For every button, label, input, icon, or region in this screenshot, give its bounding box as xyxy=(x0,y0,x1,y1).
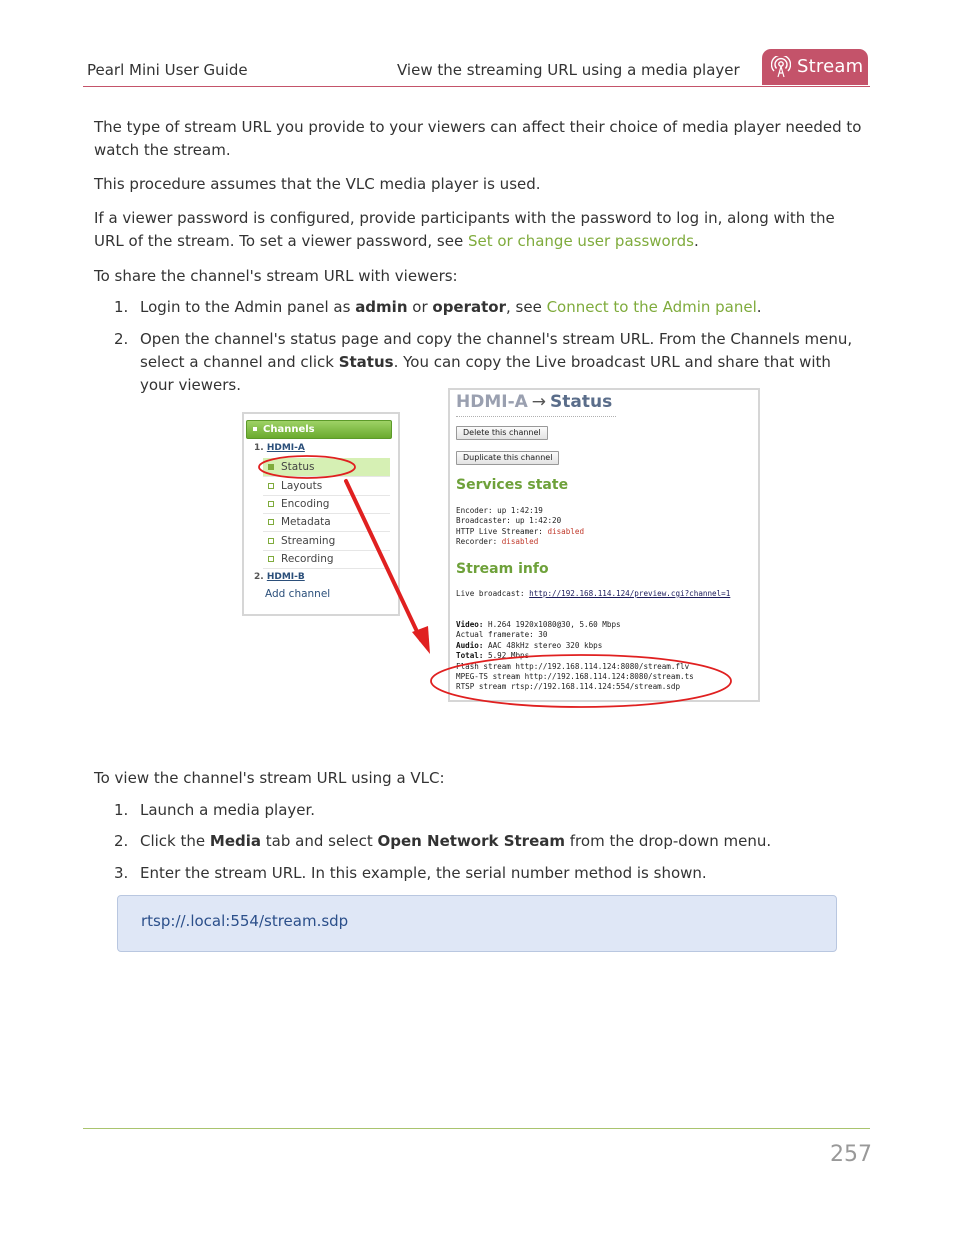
flash-stream-url: Flash stream http://192.168.114.124:8080/stream.flv xyxy=(456,661,690,671)
annotation-arrow-shaft xyxy=(346,481,421,640)
live-broadcast-row: Live broadcast: http://192.168.114.124/preview.cgi?channel=1 xyxy=(456,589,731,598)
service-row: Broadcaster: up 1:42:20 xyxy=(456,516,562,526)
share-intro: To share the channel's stream URL with viewers: xyxy=(94,267,458,285)
stream-details: Video: H.264 1920x1080@30, 5.60 Mbps Actual framerate: 30 Audio: AAC 48kHz stereo 320 kbps Total: 5.92 Mbps Flash stream http://192.168.114.124:8080/stream.flv MPEG-TS stream http://192.168.114.124:8080/stream.ts RTSP stream rtsp://192.168.114.124:554/stream.sdp xyxy=(456,620,694,692)
channels-header: Channels xyxy=(246,420,392,439)
rtsp-stream-url: RTSP stream rtsp://192.168.114.124:554/stream.sdp xyxy=(456,682,681,692)
list-item xyxy=(94,862,864,885)
step-number: 1. xyxy=(114,801,129,819)
status-page-title: HDMI-A → Status xyxy=(456,392,613,412)
set-passwords-link[interactable]: Set or change user passwords xyxy=(467,232,694,250)
step-text: Launch a media player. xyxy=(140,801,316,819)
footer-divider xyxy=(83,1128,870,1129)
step-text: Enter the stream URL. In this example, the serial number method is shown. xyxy=(140,864,707,882)
intro-paragraph-2: This procedure assumes that the VLC media player is used. xyxy=(94,175,541,193)
step-number: 2. xyxy=(114,832,129,850)
step-text: Click the Media tab and select Open Network Stream from the drop-down menu. xyxy=(140,832,772,850)
step-number: 1. xyxy=(114,298,129,316)
step-number: 2. xyxy=(114,330,129,348)
step-text: Open the channel's status page and copy the channel's stream URL. From the Channels menu, select a channel and click Status. You can copy the Live broadcast URL and share that with your viewers. xyxy=(140,330,853,394)
section-title: View the streaming URL using a media player xyxy=(397,61,740,79)
channel-item-status[interactable]: Status xyxy=(263,458,390,477)
mpegts-stream-url: MPEG-TS stream http://192.168.114.124:8080/stream.ts xyxy=(456,672,694,682)
channel-item-encoding[interactable]: Encoding xyxy=(263,495,390,514)
step-number: 3. xyxy=(114,864,129,882)
delete-channel-button[interactable]: Delete this channel xyxy=(456,426,548,440)
duplicate-channel-button[interactable]: Duplicate this channel xyxy=(456,451,559,465)
view-intro: To view the channel's stream URL using a VLC: xyxy=(94,769,445,787)
service-row: Encoder: up 1:42:19 xyxy=(456,506,543,515)
stream-url-example[interactable]: rtsp://.local:554/stream.sdp xyxy=(141,912,349,930)
live-broadcast-link[interactable]: http://192.168.114.124/preview.cgi?channel=1 xyxy=(529,589,731,598)
channel-item-streaming[interactable]: Streaming xyxy=(263,532,390,551)
intro-paragraph-1: The type of stream URL you provide to your viewers can affect their choice of media player needed to watch the stream. xyxy=(94,118,862,159)
guide-title: Pearl Mini User Guide xyxy=(87,61,248,79)
status-highlight-circle xyxy=(259,456,355,478)
channel-item-layouts[interactable]: Layouts xyxy=(263,477,390,496)
channel-item-metadata[interactable]: Metadata xyxy=(263,513,390,532)
p3-text: If a viewer password is configured, provide participants with the password to log in, along with the URL of the stream. To set a viewer password, see xyxy=(94,209,835,250)
list-item xyxy=(94,799,864,822)
step-text: Login to the Admin panel as admin or operator, see Connect to the Admin panel. xyxy=(140,298,762,316)
channel-hdmi-a[interactable]: 1. HDMI-A xyxy=(254,443,305,453)
channel-hdmi-b[interactable]: 2. HDMI-B xyxy=(254,572,305,582)
service-row: HTTP Live Streamer: disabled xyxy=(456,526,585,536)
stream-info-heading: Stream info xyxy=(456,561,549,577)
services-state-heading: Services state xyxy=(456,477,569,493)
page-number: 257 xyxy=(830,1142,872,1167)
list-item xyxy=(94,830,864,853)
channel-item-recording[interactable]: Recording xyxy=(263,550,390,569)
p3-end: . xyxy=(693,232,699,250)
service-row: Recorder: disabled xyxy=(456,537,539,547)
stream-tab-label: Stream xyxy=(797,56,864,77)
add-channel-link[interactable]: Add channel xyxy=(265,588,331,600)
streams-highlight-circle xyxy=(431,655,731,707)
connect-admin-link[interactable]: Connect to the Admin panel xyxy=(546,298,757,316)
